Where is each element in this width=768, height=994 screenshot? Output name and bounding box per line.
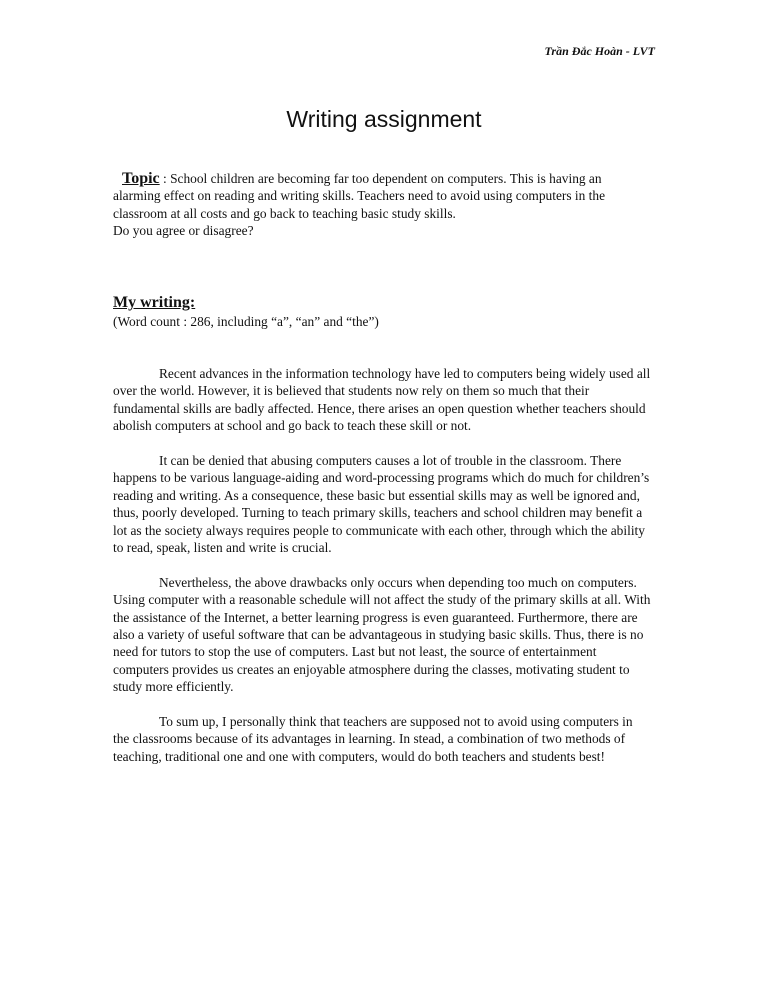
essay-body: [113, 365, 651, 783]
essay-paragraph-intro: Recent advances in the information technology have led to computers being widely used all over the world. However, it is believed that students now rely on them so much that their fundamental skills are badly affected. Hence, there arises an open question whether teachers should abolish computers at school and go back to teach these skill or not.: [113, 366, 651, 434]
word-count: (Word count : 286, including “a”, “an” and “the”): [113, 314, 379, 329]
topic-label: Topic: [122, 170, 160, 187]
my-writing-section: [113, 293, 651, 330]
author-header: Trần Đắc Hoàn - LVT: [544, 44, 655, 58]
essay-paragraph-body-2: Nevertheless, the above drawbacks only occurs when depending too much on computers. Using computer with a reasonable schedule will not affect the study of the primary skills at all. With the assistance of the Internet, a better learning progress is even guaranteed. Furthermore, there are also a variety of useful software that can be advantageous in studying basic skills. Thus, there is no need for tutors to stop the use of computers. Last but not least, the source of entertainment computers provides us creates an enjoyable atmosphere during the classes, motivating student to study more efficiently.: [113, 574, 651, 695]
topic-question: Do you agree or disagree?: [113, 223, 254, 239]
topic-separator: :: [159, 171, 171, 186]
my-writing-label: My writing:: [113, 294, 196, 311]
page-title: Writing assignment: [286, 106, 482, 132]
essay-paragraph-conclusion: To sum up, I personally think that teachers are supposed not to avoid using computers in the classrooms because of its advantages in learning. In stead, a combination of two methods of teaching, traditional one and one with computers, would do both teachers and students best!: [113, 714, 633, 764]
essay-paragraph-body-1: It can be denied that abusing computers causes a lot of trouble in the classroom. There happens to be various language-aiding and word-processing programs which do much for children’s reading and writing. As a consequence, these basic but essential skills may as well be ignored and, thus, poorly developed. Turning to teach primary skills, teachers and school children may benefit a lot as the society always requires people to communicate with each other, through which the ability to read, speak, listen and write is crucial.: [113, 453, 650, 556]
topic-text: School children are becoming far too dependent on computers. This is having an alarming effect on reading and writing skills. Teachers need to avoid using computers in the classroom at all costs and go back to teaching basic study skills.: [113, 171, 606, 221]
topic-section: [113, 170, 651, 240]
